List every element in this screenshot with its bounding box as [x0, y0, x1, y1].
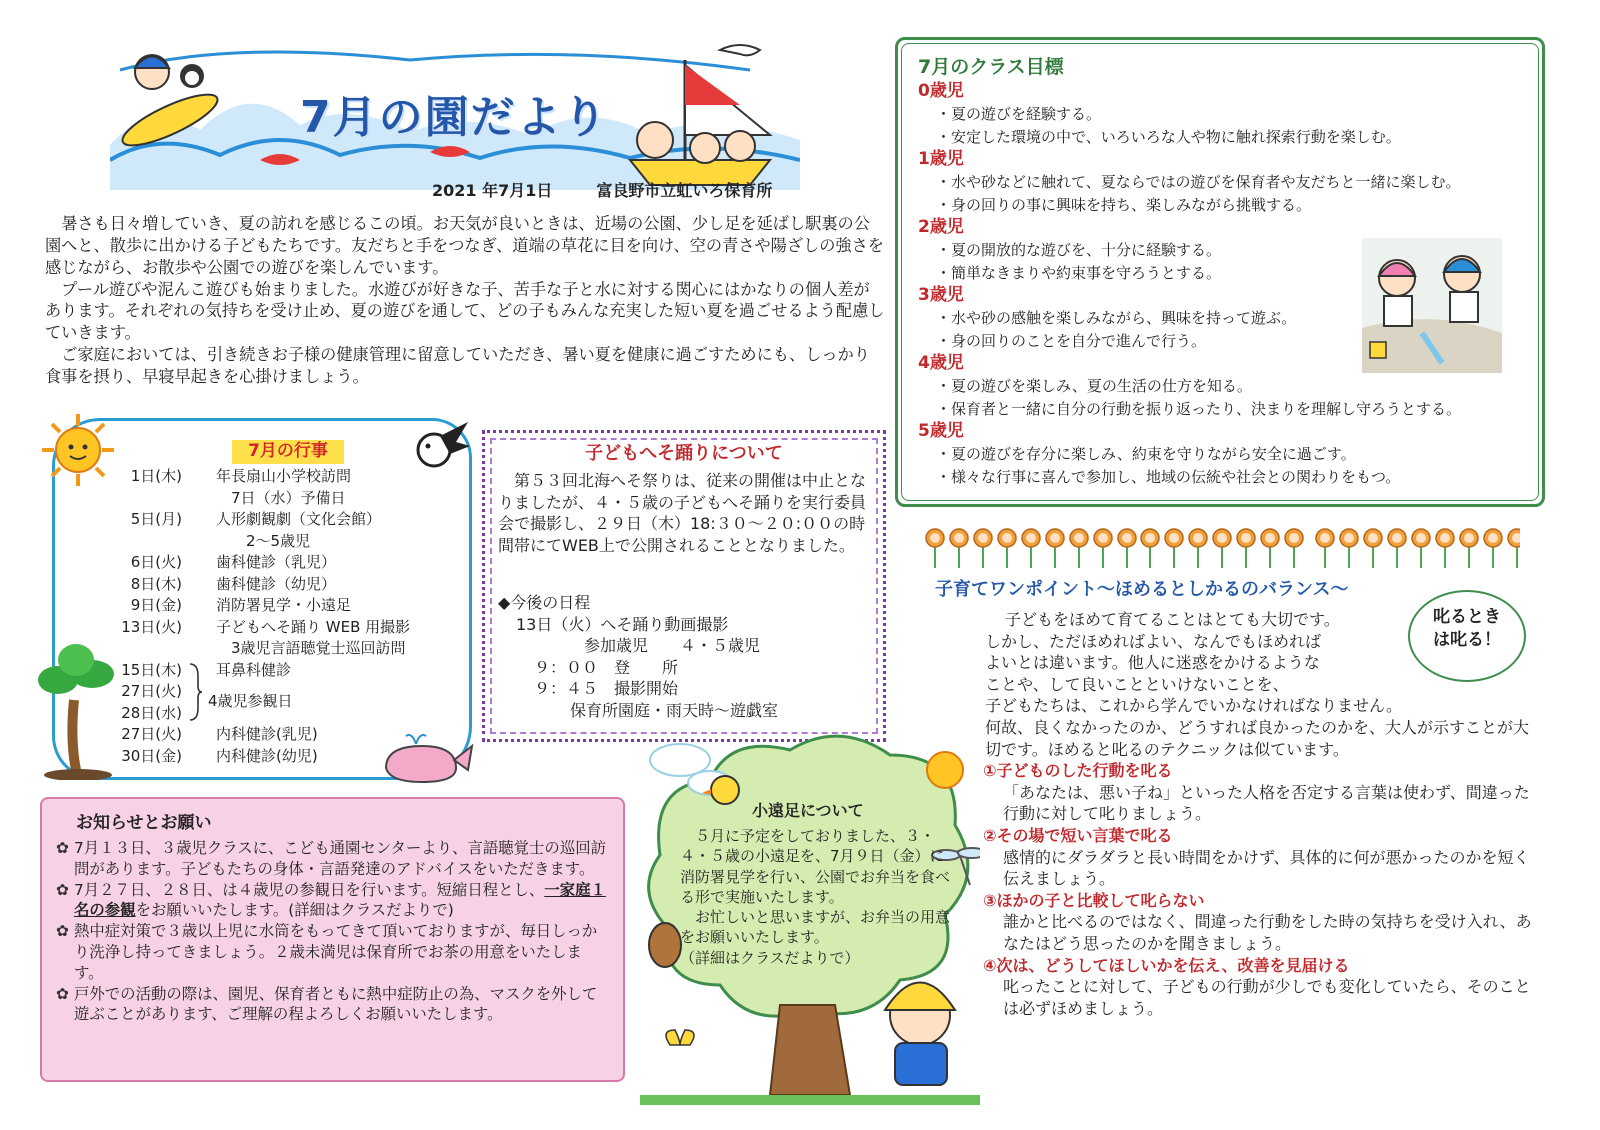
issue-date: 2021 年7月1日 [432, 181, 553, 200]
goal-item: ・身の回りの事に興味を持ち、楽しみながら挑戦する。 [936, 195, 1312, 214]
flower-icon [1285, 529, 1303, 568]
flower-bullet-icon: ✿ [56, 880, 69, 899]
child-with-hat-icon [885, 983, 955, 1086]
flower-icon [1261, 529, 1279, 568]
parenting-title: 子育てワンポイント～ほめるとしかるのバランス～ [935, 579, 1349, 600]
schedule-item: 保育所園庭・雨天時～遊戯室 [570, 700, 779, 720]
flower-bullet-icon: ✿ [56, 984, 69, 1003]
list-item: ✿ 戸外での活動の際は、園児、保育者ともに熱中症防止の為、マスクを外して遊ぶことがあります、ご理解の程よろしくお願いいたします。 [56, 984, 598, 1024]
schedule-item: ９：４５ 撮影開始 [534, 679, 679, 699]
excursion-body [680, 826, 950, 968]
notice-title: お知らせとお願い [76, 813, 212, 833]
flower-icon [1237, 529, 1255, 568]
point-body: 叱ったことに対して、子どもの行動が少しでも変化していたら、そのことは必ずほめましょう。 [1003, 977, 1531, 1018]
flower-icon [1508, 529, 1520, 568]
flower-icon [1484, 529, 1502, 568]
butterfly-icon [666, 1030, 694, 1045]
goal-item: ・水や砂などに触れて、夏ならではの遊びを保育者や友だちと一緒に楽しむ。 [936, 173, 1461, 191]
parenting-line: 何故、良くなかったのか、どうすれば良かったのかを、大人が示すことが大切です。ほめると叱るのテクニックは似ています。 [985, 717, 1530, 759]
age-heading: 4歳児 [918, 353, 964, 373]
flower-icon [1340, 529, 1358, 568]
flower-icon [1046, 529, 1064, 568]
parenting-line: しかし、ただほめればよい、なんでもほめれば [985, 631, 1322, 651]
point-body: 「あなたは、悪い子ね」といった人格を否定する言葉は使わず、間違った行動に対して叱りましょう。 [1003, 782, 1530, 824]
parenting-body [985, 609, 1540, 1019]
goal-item: ・夏の遊びを楽しみ、夏の生活の仕方を知る。 [936, 377, 1252, 395]
goal-item: ・身の回りのことを自分で進んで行う。 [936, 331, 1207, 350]
list-item: ✿ 7月２７日、２８日、は４歳児の参観日を行います。短縮日程とし、一家庭１名の参観をお願いいたします。(詳細はクラスだよりで) [56, 880, 606, 920]
age-heading: 1歳児 [918, 149, 964, 169]
intro-paragraph: プール遊びや泥んこ遊びも始まりました。水遊びが好きな子、苦手な子と水に対する関心にはかなりの個人差があります。それぞれの気持ちを受け止め、夏の遊びを通して、どの子もみんな充実した短い夏を過ごせるよう配慮していきます。 [45, 279, 885, 343]
goal-item: ・簡単なきまりや約束事を守ろうとする。 [936, 263, 1222, 282]
sand-play-kids-icon [1362, 238, 1502, 373]
intro-text [45, 213, 885, 388]
age-heading: 2歳児 [918, 217, 964, 237]
excursion-paragraph: （詳細はクラスだよりで） [680, 948, 860, 967]
flower-icon [1436, 529, 1454, 568]
class-goals-title: 7月のクラス目標 [918, 56, 1064, 78]
group-event-label: 4歳児参観日 [208, 692, 293, 710]
flower-border-icon [925, 520, 1520, 572]
list-item: ✿ 熱中症対策で３歳以上児に水筒をもってきて頂いておりますが、毎日しっかり洗浄し持ってきましょう。２歳未満児は保育所でお茶の用意をいたします。 [56, 922, 598, 982]
schedule-item: ９：００ 登 所 [534, 657, 679, 677]
flower-icon [998, 529, 1016, 568]
hesodori-body [498, 470, 876, 556]
flower-bullet-icon: ✿ [56, 839, 69, 857]
schedule-title: ◆今後の日程 [498, 593, 591, 612]
flower-icon [1316, 529, 1334, 568]
parenting-line: 子どもをほめて育てることはとても大切です。 [1005, 610, 1340, 629]
cicada-icon [649, 923, 681, 967]
sailboat-icon [630, 45, 770, 185]
goal-item: ・夏の遊びを経験する。 [936, 105, 1102, 123]
flower-icon [950, 529, 968, 568]
excursion-paragraph: ５月に予定をしておりました、３・４・５歳の小遠足を、7月９日（金）に消防署見学を行い、公園でお弁当を食べる形で実施いたします。 [680, 827, 951, 906]
flower-icon [1070, 529, 1088, 568]
flower-bullet-icon: ✿ [56, 922, 69, 941]
point-heading: ②その場で短い言葉で叱る [983, 825, 1173, 845]
schedule-item: 参加歳児 ４・５歳児 [584, 636, 761, 656]
point-heading: ①子どものした行動を叱る [983, 761, 1173, 781]
flower-icon [1412, 529, 1430, 568]
goal-item: ・夏の開放的な遊びを、十分に経験する。 [936, 241, 1222, 259]
age-heading: 3歳児 [918, 285, 964, 305]
flower-icon [1022, 529, 1040, 568]
parenting-line: よいとは違います。他人に迷惑をかけるような [985, 653, 1320, 673]
age-heading: 5歳児 [918, 421, 964, 441]
flower-icon [1165, 529, 1183, 568]
parenting-line: ことや、して良いことといけないことを、 [985, 674, 1289, 694]
schedule-item: 13日（火）へそ踊り動画撮影 [516, 614, 729, 634]
point-heading: ③ほかの子と比較して叱らない [983, 890, 1205, 910]
goal-item: ・保育者と一緒に自分の行動を振り返ったり、決まりを理解し守ろうとする。 [936, 399, 1462, 418]
flower-icon [1213, 529, 1231, 568]
goal-item: ・水や砂の感触を楽しみながら、興味を持って遊ぶ。 [936, 309, 1297, 327]
hesodori-paragraph: 第５３回北海へそ祭りは、従来の開催は中止となりましたが、４・５歳の子どもへそ踊りを実行委員会で撮影し、２９日（木）18:３０～２０:００の時間帯にてWEB上で公開されることとなりました。 [498, 471, 867, 555]
events-list: 1日(木) 年長扇山小学校訪問 7日（水）予備日 5日(月) 人形劇観劇（文化会館） 2～5歳児 6日(火) 歯科健診（乳児） 8日(木) 歯科健診（幼児） 9日(金) 消防署見学・小遠足 13日(火) 子どもへそ踊り WEB 用撮影 3歳児言語聴覚士巡回訪問 15日(木) 耳鼻科健診 27日(火) 28日(水) 27日(火) 内科健診(乳児) 30日(金) 内科健診(幼児) 4歳児参観日 [121, 467, 411, 765]
events-title: 7月の行事 [232, 440, 344, 464]
flower-icon [1118, 529, 1136, 568]
flower-icon [1141, 529, 1159, 568]
intro-paragraph: ご家庭においては、引き続きお子様の健康管理に留意していただき、暑い夏を健康に過ごすためにも、しっかり食事を摂り、早寝早起きを心掛けましょう。 [45, 345, 870, 387]
flower-icon [1388, 529, 1406, 568]
flower-icon [974, 529, 992, 568]
flower-icon [1189, 529, 1207, 568]
bracket-icon [188, 662, 202, 722]
list-item: ✿ 7月１３日、３歳児クラスに、こども通園センターより、言語聴覚士の巡回訪問があります。子どもたちの身体・言語発達のアドバイスをいただきます。 [56, 839, 606, 878]
point-body: 誰かと比べるのではなく、間違った行動をした時の気持ちを受け入れ、あなたはどう思ったのかを聞きましょう。 [1003, 912, 1532, 953]
goal-item: ・安定した環境の中で、いろいろな人や物に触れ探索行動を楽しむ。 [936, 127, 1401, 146]
hesodori-schedule [498, 592, 876, 722]
organization-name: 富良野市立虹いろ保育所 [596, 181, 773, 200]
flower-icon [1364, 529, 1382, 568]
issue-line [432, 180, 816, 202]
hesodori-title: 子どもへそ踊りについて [585, 443, 783, 464]
intro-paragraph: 暑さも日々増していき、夏の訪れを感じるこの頃。お天気が良いときは、近場の公園、少し足を延ばし駅裏の公園へと、散歩に出かける子どもたちです。友だちと手をつなぎ、道端の草花に目を向け、空の青さや陽ざしの強さを感じながら、お散歩や公園での遊びを楽しんでいます。 [45, 214, 884, 277]
excursion-title: 小遠足について [752, 801, 864, 820]
flower-icon [1460, 529, 1478, 568]
goal-item: ・様々な行事に喜んで参加し、地域の伝統や社会との関わりをもつ。 [936, 467, 1401, 486]
goal-item: ・夏の遊びを存分に楽しみ、約束を守りながら安全に過ごす。 [936, 445, 1356, 463]
age-heading: 0歳児 [918, 81, 964, 101]
speech-bubble-text: 叱るとき は叱る！ [1433, 607, 1501, 650]
page-title: 7月の園だより [300, 92, 609, 143]
notice-list [56, 838, 606, 1025]
point-body: 感情的にダラダラと長い時間をかけず、具体的に何が悪かったのかを短く伝えましょう。 [1003, 847, 1530, 889]
flower-icon [1094, 529, 1112, 568]
point-heading: ④次は、どうしてほしいかを伝え、改善を見届ける [983, 955, 1350, 975]
parenting-line: 子どもたちは、これから学んでいかなければなりません。 [985, 696, 1402, 716]
excursion-paragraph: お忙しいと思いますが、お弁当の用意をお願いいたします。 [680, 908, 951, 947]
flower-icon [926, 529, 944, 568]
